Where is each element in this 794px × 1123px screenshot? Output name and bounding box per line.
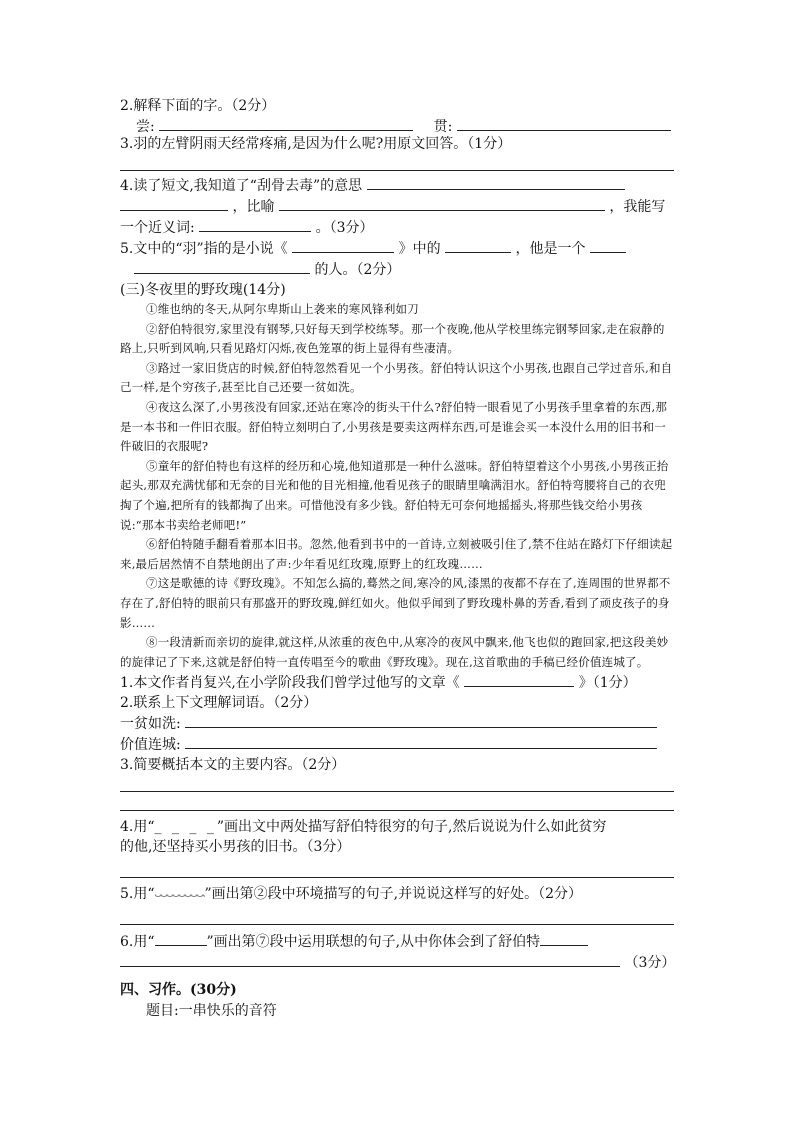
passage-question-4-part1: 4.用“ [120,819,155,836]
passage-question-1 [120,672,674,693]
question-4-part2: ，比喻 [232,199,275,215]
answer-line-pq4[interactable] [120,877,674,878]
question-2-answers [120,116,674,134]
passage-question-3-text: 3.简要概括本文的主要内容。（2分） [120,757,346,774]
passage-question-4-line1 [120,817,674,837]
answer-blank-q4-metaphor[interactable] [279,196,605,211]
passage-question-6-part1: 6.用“ [120,934,155,951]
passage-question-6-part3: （3分） [624,955,676,972]
passage-question-4-part2: ”画出文中两处描写舒伯特很穷的句子,然后说说为什么如此贫穷 [216,819,607,836]
label-chang: 尝: [136,119,155,135]
answer-blank-q4-meaning[interactable] [367,175,625,190]
answer-blank-pq6-cont[interactable] [120,952,620,967]
answer-blank-q5-trait[interactable] [590,238,626,253]
question-5-part3: ，他是一个 [515,241,586,257]
composition-topic [120,1001,674,1021]
answer-blank-q5-novel[interactable] [292,238,394,253]
passage-paragraph-2: ②舒伯特很穷,家里没有钢琴,只好每天到学校练琴。那一个夜晚,他从学校里练完钢琴回家,走在寂静的路上,只听到风响,只看见路灯闪烁,夜色笼罩的街上显得有些凄清。 [120,321,665,356]
question-5-line1 [120,238,674,259]
label-yipinruxi: 一贫如洗: [120,716,181,733]
answer-blank-pq1[interactable] [464,672,574,687]
answer-blank-q5-role[interactable] [445,238,511,253]
passage-question-3 [120,755,674,775]
label-jiazhilianchen: 价值连城: [120,737,181,754]
question-2-text: 2.解释下面的字。（2分） [120,98,276,114]
passage-question-2 [120,693,674,713]
question-4-line3 [120,217,674,238]
question-4-line1 [120,175,674,196]
passage-paragraph-5: ⑤童年的舒伯特也有这样的经历和心境,他知道那是一种什么滋味。舒伯特望着这个小男孩,小男孩正抬起头,那双充满忧郁和无奈的目光和他的目光相撞,他看见孩子的眼睛里噙满泪水。舒伯特弯腰将自己的衣兜掏了个遍,把所有的钱都掏了出来。可惜他没有多少钱。舒伯特无可奈何地摇摇头,将那些钱交给小男孩说:“那本书卖给老师吧!” [120,458,669,532]
answer-line-q3[interactable] [120,170,674,171]
passage-paragraph-1: ①维也纳的冬天,从阿尔卑斯山上袭来的寒风锋利如刀 [146,302,419,316]
passage-question-4-line2 [120,837,674,857]
answer-blank-guan[interactable] [457,116,671,131]
answer-blank-q4-meaning-cont[interactable] [120,196,228,211]
section-4-title [120,979,674,1001]
passage-question-5 [120,884,674,904]
composition-topic-text: 题目:一串快乐的音符 [146,1003,277,1020]
answer-blank-chang[interactable] [159,116,413,131]
answer-line-pq3-b[interactable] [120,810,674,811]
passage-paragraph-7: ⑦这是歌德的诗《野玫瑰》。不知怎么搞的,蓦然之间,寒冷的风,漆黑的夜都不存在了,连周围的世界都不存在了,舒伯特的眼前只有那盛开的野玫瑰,鲜红如火。他似乎闻到了野玫瑰朴鼻的芳香,看到了顽皮孩子的身影…… [120,576,671,630]
answer-line-pq3-a[interactable] [120,791,674,792]
passage-question-2a [120,713,674,734]
passage-question-5-part2: ”画出第②段中环境描写的句子,并说说这样写的好处。（2分） [204,886,583,903]
question-5-line2 [120,259,674,280]
passage-question-2b [120,734,674,755]
question-2 [120,96,674,116]
label-guan: 贯: [433,119,453,135]
question-5-part2: 》中的 [398,241,441,257]
question-4-part3: ，我能写 [609,199,666,215]
question-5-part1: 5.文中的“羽”指的是小说《 [120,241,288,257]
answer-blank-yipinruxi[interactable] [185,713,657,728]
question-3-text: 3.羽的左臂阴雨天经常疼痛,是因为什么呢?用原文回答。（1分） [120,136,512,152]
passage-question-6-line2 [120,952,674,973]
passage-paragraph-6: ⑥舒伯特随手翻看着那本旧书。忽然,他看到书中的一首诗,立刻被吸引住了,禁不住站在路灯下仔细读起来,最后居然情不自禁地朗出了声:少年看见红玫瑰,原野上的红玫瑰…… [120,537,673,571]
wavy-underline-mark [155,886,205,898]
passage-question-4-part3: 的他,还坚持买小男孩的旧书。（3分） [120,839,351,856]
answer-blank-pq6[interactable] [540,931,588,946]
exam-page [120,96,674,1021]
straight-underline-mark [155,931,207,946]
passage-paragraph-3: ③路过一家旧货店的时候,舒伯特忽然看见一个小男孩。舒伯特认识这个小男孩,也跟自己学过音乐,和自己一样,是个穷孩子,甚至比自己还要一贫如洗。 [120,360,673,395]
passage-question-2-text: 2.联系上下文理解词语。（2分） [120,695,318,712]
section-3-title-text: (三)冬夜里的野玫瑰(14分) [120,282,286,298]
answer-line-pq5[interactable] [120,924,674,925]
passage-paragraph-4: ④夜这么深了,小男孩没有回家,还站在寒冷的街头干什么?舒伯特一眼看见了小男孩手里拿着的东西,那是一本书和一件旧衣服。舒伯特立刻明白了,小男孩是要卖这两样东西,可是谁会买一本没什么用的旧书和一件破旧的衣服呢? [120,399,668,454]
question-4-part4: 一个近义词: [120,220,195,236]
question-3 [120,134,674,154]
passage-question-5-part1: 5.用“ [120,886,155,903]
question-4-part1: 4.读了短文,我知道了“刮骨去毒”的意思 [120,178,363,194]
section-4-title-text: 四、习作。(30分) [120,982,237,999]
passage-question-6-part2: ”画出第⑦段中运用联想的句子,从中你体会到了舒伯特 [206,934,541,951]
question-4-part5: 。（3分） [315,220,374,236]
answer-blank-q4-synonym[interactable] [199,217,311,232]
answer-blank-q5-trait-cont[interactable] [134,259,310,274]
passage-paragraph-8: ⑧一段清新而亲切的旋律,就这样,从浓重的夜色中,从寒冷的夜风中飘来,他飞也似的跑回家,把这段美妙的旋律记了下来,这就是舒伯特一直传唱至今的歌曲《野玫瑰》。现在,这首歌曲的手稿已经价值连城了。 [120,635,669,669]
passage-question-1-part1: 1.本文作者肖复兴,在小学阶段我们曾学过他写的文章《 [120,675,460,692]
passage-question-1-part2: 》（1分） [578,675,637,692]
answer-blank-jiazhilianchen[interactable] [185,734,657,749]
dashed-underline-mark: _ _ _ _ [154,819,217,836]
section-3-title [120,280,674,300]
passage-question-6-line1 [120,931,674,952]
question-4-line2 [120,196,674,217]
question-5-part4: 的人。（2分） [314,262,401,278]
passage [120,300,674,672]
